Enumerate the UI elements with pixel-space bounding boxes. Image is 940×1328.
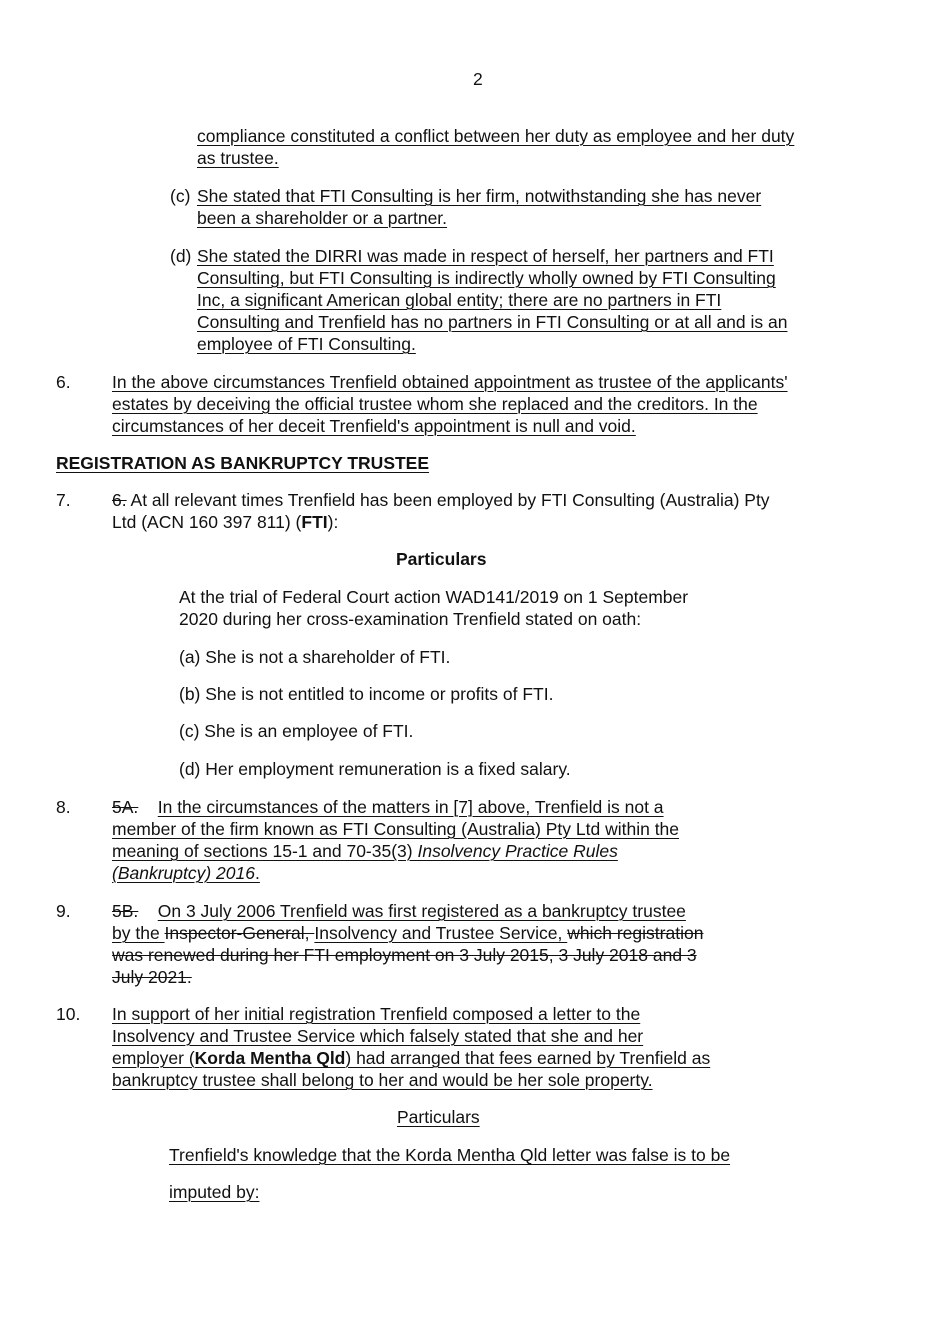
para10-line-1: In support of her initial registration Trenfield composed a letter to the (112, 1004, 641, 1024)
para9-text-2a: by the (112, 923, 165, 943)
para10-text-3c: ) had arranged that fees earned by Trenfield as (345, 1048, 711, 1068)
para9-text-1: On 3 July 2006 Trenfield was first registered as a bankruptcy trustee (157, 901, 686, 921)
item-d-line-1: She stated the DIRRI was made in respect of herself, her partners and FTI (197, 246, 774, 266)
para7-line-2 (112, 511, 338, 533)
particulars-2-line-1: Trenfield's knowledge that the Korda Mentha Qld letter was false is to be (169, 1145, 731, 1165)
para8-text-4b: . (255, 863, 260, 883)
para10-number: 10. (56, 1004, 81, 1024)
para10-defined-term: Korda Mentha Qld (194, 1048, 346, 1068)
item-c-label: (c) (170, 186, 191, 206)
particulars-2-line-2: imputed by: (169, 1182, 260, 1202)
para9-line-3: was renewed during her FTI employment on 3 July 2015, 3 July 2018 and 3 (112, 945, 697, 965)
para8-line-2: member of the firm known as FTI Consulting (Australia) Pty Ltd within the (112, 819, 680, 839)
para9-line-1 (112, 900, 686, 922)
para6-line-3: circumstances of her deceit Trenfield's appointment is null and void. (112, 416, 636, 436)
item-c-line-2: been a shareholder or a partner. (197, 208, 448, 228)
para8-number: 8. (56, 797, 71, 817)
para6-line-2: estates by deceiving the official trustee whom she replaced and the creditors. In the (112, 394, 758, 414)
item-d-line-2: Consulting, but FTI Consulting is indirectly wholly owned by FTI Consulting (197, 268, 776, 288)
para9-number: 9. (56, 901, 71, 921)
particulars-item-b: (b) She is not entitled to income or profits of FTI. (179, 684, 554, 704)
para7-text-1: At all relevant times Trenfield has been employed by FTI Consulting (Australia) Pty (130, 490, 770, 510)
para8-statute-year: (Bankruptcy) 2016 (112, 863, 255, 883)
para10-line-2: Insolvency and Trustee Service which falsely stated that she and her (112, 1026, 644, 1046)
para7-text-2a: Ltd (ACN 160 397 811) ( (112, 512, 302, 532)
page-number: 2 (473, 69, 483, 89)
para8-line-3 (112, 840, 618, 862)
para8-text-3a: meaning of sections 15-1 and 70-35(3) (112, 841, 418, 861)
para9-deleted-2: which registration (567, 923, 704, 943)
particulars-heading-2: Particulars (397, 1107, 480, 1127)
particulars-intro-line-1: At the trial of Federal Court action WAD141/2019 on 1 September (179, 587, 689, 607)
para9-deleted-1: Inspector-General, (164, 923, 315, 943)
item-d-label: (d) (170, 246, 192, 266)
para5-cont-line-1: compliance constituted a conflict between her duty as employee and her duty (197, 126, 795, 146)
item-c-line-1: She stated that FTI Consulting is her firm, notwithstanding she has never (197, 186, 762, 206)
para9-line-4: July 2021. (112, 967, 192, 987)
para7-line-1 (112, 489, 770, 511)
para7-old-number: 6. (112, 490, 127, 510)
para7-defined-term: FTI (301, 512, 328, 532)
para8-line-4 (112, 862, 260, 884)
para9-line-2 (112, 922, 703, 944)
para10-line-4: bankruptcy trustee shall belong to her and would be her sole property. (112, 1070, 653, 1090)
particulars-heading-1: Particulars (396, 549, 487, 569)
para9-text-2c: Insolvency and Trustee Service, (314, 923, 568, 943)
para6-line-1: In the above circumstances Trenfield obtained appointment as trustee of the applicants' (112, 372, 788, 392)
item-d-line-5: employee of FTI Consulting. (197, 334, 416, 354)
para6-number: 6. (56, 372, 71, 392)
para7-number: 7. (56, 490, 71, 510)
particulars-item-c: (c) She is an employee of FTI. (179, 721, 414, 741)
section-heading: REGISTRATION AS BANKRUPTCY TRUSTEE (56, 453, 430, 473)
para5-cont-line-2: as trustee. (197, 148, 279, 168)
para9-old-number: 5B. (112, 901, 139, 921)
particulars-item-d: (d) Her employment remuneration is a fixed salary. (179, 759, 571, 779)
para7-text-2c: ): (327, 512, 339, 532)
particulars-item-a: (a) She is not a shareholder of FTI. (179, 647, 451, 667)
para8-text-1: In the circumstances of the matters in [7] above, Trenfield is not a (157, 797, 664, 817)
para8-statute-title: Insolvency Practice Rules (417, 841, 618, 861)
item-d-line-3: Inc, a significant American global entity; there are no partners in FTI (197, 290, 722, 310)
para8-old-number: 5A. (112, 797, 139, 817)
para10-text-3a: employer ( (112, 1048, 195, 1068)
item-d-line-4: Consulting and Trenfield has no partners in FTI Consulting or at all and is an (197, 312, 788, 332)
para10-line-3 (112, 1047, 710, 1069)
particulars-intro-line-2: 2020 during her cross-examination Trenfield stated on oath: (179, 609, 642, 629)
para8-line-1 (112, 796, 664, 818)
